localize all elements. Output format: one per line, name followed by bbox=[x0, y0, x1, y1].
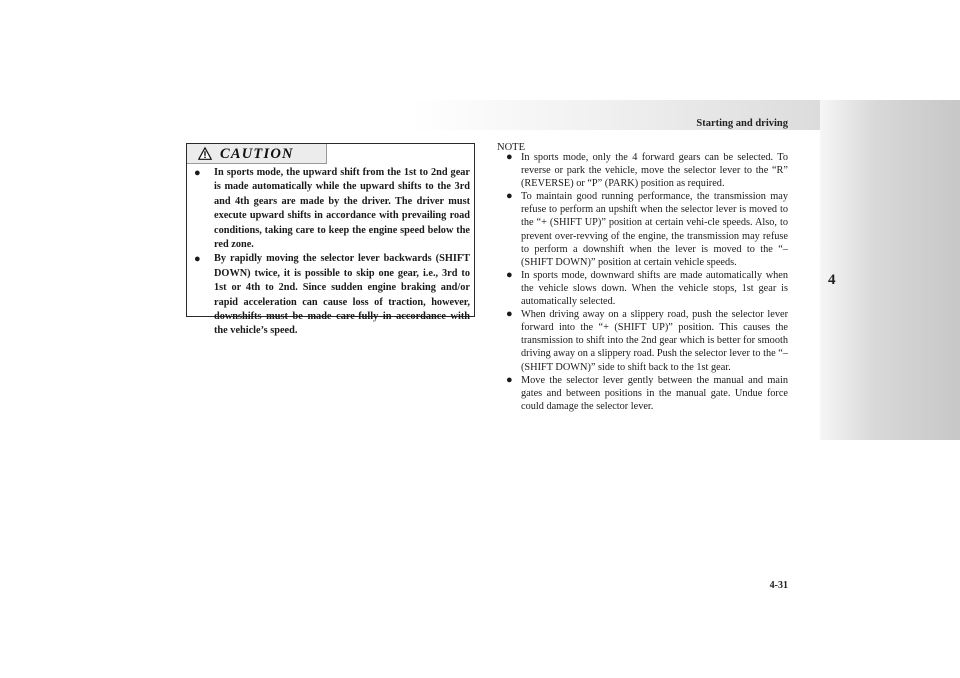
note-label: NOTE bbox=[497, 142, 525, 153]
caution-title: CAUTION bbox=[220, 146, 294, 162]
caution-item-text: In sports mode, the upward shift from the 1st to 2nd gear is made automatically while the upward shifts to the 3rd and 4th gears are made by the driver. The driver must execute upward shifts in accordance with prevailing road conditions, taking care to keep the engine speed below the red zone. bbox=[214, 167, 470, 251]
bullet-icon: ● bbox=[506, 373, 513, 386]
caution-item bbox=[192, 166, 470, 252]
caution-header bbox=[187, 144, 327, 164]
note-item bbox=[497, 151, 788, 190]
note-item-text: Move the selector lever gently between the manual and main gates and between positions in the manual gate. Undue force could damage the selector lever. bbox=[521, 374, 788, 412]
bullet-icon: ● bbox=[194, 167, 201, 179]
warning-triangle-icon bbox=[198, 147, 212, 160]
bullet-icon: ● bbox=[506, 190, 513, 203]
bullet-icon: ● bbox=[194, 253, 201, 266]
note-list bbox=[497, 151, 788, 413]
section-title: Starting and driving bbox=[696, 118, 788, 129]
caution-item bbox=[192, 252, 470, 338]
note-item-text: In sports mode, only the 4 forward gears can be selected. To reverse or park the vehicle, move the selector lever to the “R” (REVERSE) or “P” (PARK) position as required. bbox=[521, 152, 788, 190]
note-item bbox=[497, 269, 788, 308]
note-item bbox=[497, 374, 788, 413]
bullet-icon: ● bbox=[506, 308, 513, 321]
note-item bbox=[497, 190, 788, 269]
note-item-text: To maintain good running performance, the transmission may refuse to perform an upshift when the selector lever is moved to the “+ (SHIFT UP)” position at certain vehi-cle speeds. Also, to prevent over-revving of the engine, the transmission may refuse to perform a downshift when the lever is moved to the “– (SHIFT DOWN)” position at certain vehicle speeds. bbox=[521, 191, 788, 268]
caution-list bbox=[192, 166, 470, 339]
bullet-icon: ● bbox=[506, 151, 513, 163]
page-number: 4-31 bbox=[769, 580, 788, 591]
bullet-icon: ● bbox=[506, 268, 513, 281]
note-item bbox=[497, 308, 788, 373]
note-item-text: In sports mode, downward shifts are made automatically when the vehicle slows down. When the vehicle stops, 1st gear is automatically selected. bbox=[521, 269, 788, 308]
chapter-tab bbox=[820, 100, 960, 440]
chapter-tab-number: 4 bbox=[828, 272, 836, 288]
caution-item-text: By rapidly moving the selector lever backwards (SHIFT DOWN) twice, it is possible to skip one gear, i.e., 3rd to 1st or 4th to 2nd. Since sudden engine braking and/or rapid acceleration can cause loss of traction, however, downshifts must be made care-fully in accordance with the vehicle’s speed. bbox=[214, 253, 470, 337]
note-item-text: When driving away on a slippery road, push the selector lever forward into the “+ (SHIFT UP)” position. This causes the transmission to shift into the 2nd gear which is better for smooth driving away on a slippery road. Push the selector lever to the “– (SHIFT DOWN)” side to shift back to the 1st gear. bbox=[521, 309, 788, 373]
caution-box bbox=[186, 143, 475, 337]
